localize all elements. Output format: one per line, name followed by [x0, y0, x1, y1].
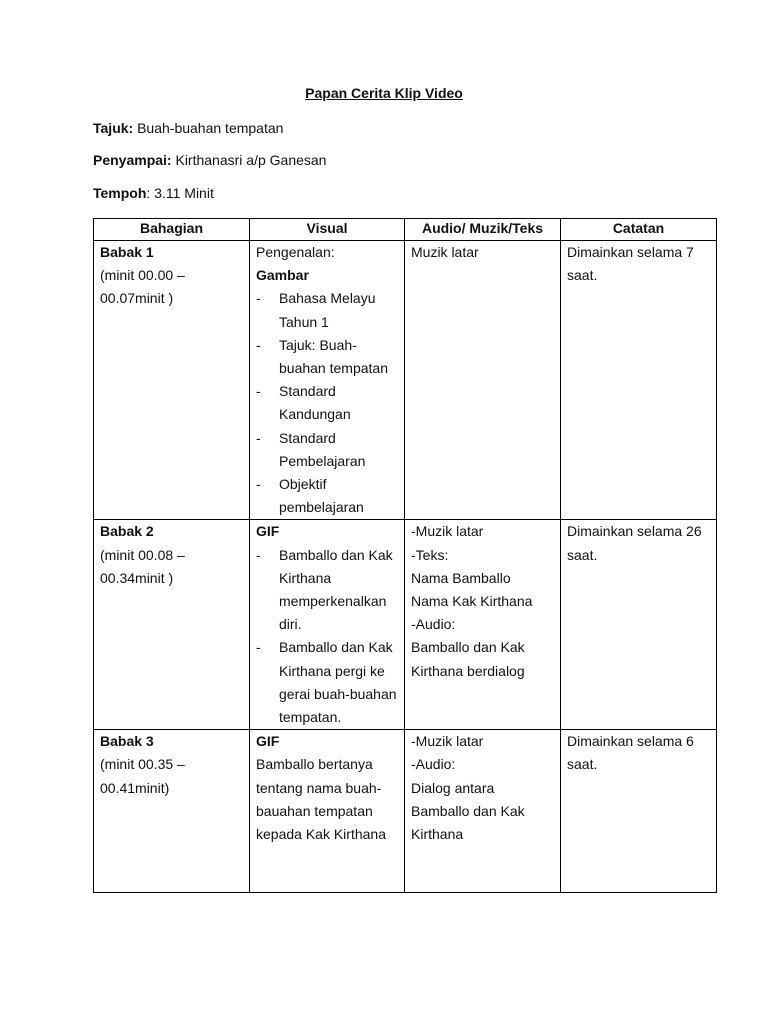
table-row	[94, 520, 717, 730]
section-title: Babak 2	[100, 523, 154, 540]
notes-text: Dimainkan selama 26 saat.	[567, 523, 702, 563]
list-item: - Standard Kandungan	[256, 380, 398, 426]
visual-cell	[250, 520, 405, 730]
audio-line: Muzik latar	[411, 244, 479, 260]
audio-line: Dialog antara Bamballo dan Kak Kirthana	[411, 779, 525, 843]
header-catatan: Catatan	[561, 219, 717, 241]
notes-text: Dimainkan selama 6 saat.	[567, 733, 694, 773]
visual-subheading: Gambar	[256, 267, 309, 284]
meta-tajuk	[93, 119, 283, 137]
meta-value: Buah-buahan tempatan	[133, 120, 284, 136]
meta-label: Tajuk:	[93, 120, 134, 136]
dash-bullet-icon: -	[256, 383, 261, 400]
audio-line: -Audio:	[411, 756, 456, 773]
visual-text: Bamballo bertanya tentang nama buah-bauahan tempatan kepada Kak Kirthana	[256, 756, 386, 843]
meta-tempoh	[93, 184, 214, 202]
section-time: (minit 00.00 – 00.07minit )	[100, 267, 185, 307]
section-cell	[94, 520, 250, 730]
notes-text: Dimainkan selama 7 saat.	[567, 244, 694, 284]
audio-line: -Muzik latar	[411, 523, 484, 540]
visual-list	[256, 287, 398, 519]
list-item: - Standard Pembelajaran	[256, 427, 398, 473]
section-title: Babak 1	[100, 244, 154, 260]
section-time: (minit 00.08 – 00.34minit )	[100, 546, 185, 586]
audio-cell	[405, 520, 561, 730]
notes-cell	[561, 520, 717, 730]
dash-bullet-icon: -	[256, 476, 261, 493]
storyboard-table	[93, 218, 717, 893]
notes-cell	[561, 730, 717, 893]
meta-label: Penyampai:	[93, 152, 172, 168]
visual-subheading: GIF	[256, 733, 280, 750]
audio-line: -Teks:	[411, 546, 449, 563]
table-row	[94, 241, 717, 520]
header-bahagian: Bahagian	[94, 219, 250, 241]
list-item: - Tajuk: Buah-buahan tempatan	[256, 334, 398, 380]
audio-line: Bamballo dan Kak Kirthana berdialog	[411, 639, 525, 679]
list-item: - Bahasa Melayu Tahun 1	[256, 287, 398, 333]
meta-value: : 3.11 Minit	[146, 185, 214, 201]
table-row	[94, 730, 717, 893]
notes-cell	[561, 241, 717, 520]
audio-line: -Audio:	[411, 616, 456, 633]
audio-line: Nama Kak Kirthana	[411, 593, 533, 610]
list-item: - Bamballo dan Kak Kirthana memperkenalkan diri.	[256, 544, 398, 637]
section-title: Babak 3	[100, 733, 154, 750]
dash-bullet-icon: -	[256, 290, 261, 307]
visual-cell	[250, 241, 405, 520]
dash-bullet-icon: -	[256, 639, 261, 656]
list-item: - Objektif pembelajaran	[256, 473, 398, 519]
visual-cell	[250, 730, 405, 893]
audio-cell	[405, 241, 561, 520]
section-time: (minit 00.35 – 00.41minit)	[100, 756, 185, 796]
table-header-row	[94, 219, 717, 241]
dash-bullet-icon: -	[256, 336, 261, 353]
meta-value: Kirthanasri a/p Ganesan	[171, 152, 327, 168]
audio-line: Nama Bamballo	[411, 569, 511, 586]
visual-subheading: GIF	[256, 523, 280, 540]
header-audio: Audio/ Muzik/Teks	[405, 219, 561, 241]
meta-penyampai	[93, 151, 326, 169]
audio-cell	[405, 730, 561, 893]
list-item: - Bamballo dan Kak Kirthana pergi ke gerai buah-buahan tempatan.	[256, 636, 398, 729]
visual-heading: Pengenalan:	[256, 244, 335, 260]
section-cell	[94, 241, 250, 520]
section-cell	[94, 730, 250, 893]
dash-bullet-icon: -	[256, 546, 261, 563]
meta-label: Tempoh	[93, 185, 147, 201]
header-visual: Visual	[250, 219, 405, 241]
visual-list	[256, 544, 398, 730]
document-title: Papan Cerita Klip Video	[305, 85, 463, 101]
dash-bullet-icon: -	[256, 429, 261, 446]
audio-line: -Muzik latar	[411, 733, 484, 750]
